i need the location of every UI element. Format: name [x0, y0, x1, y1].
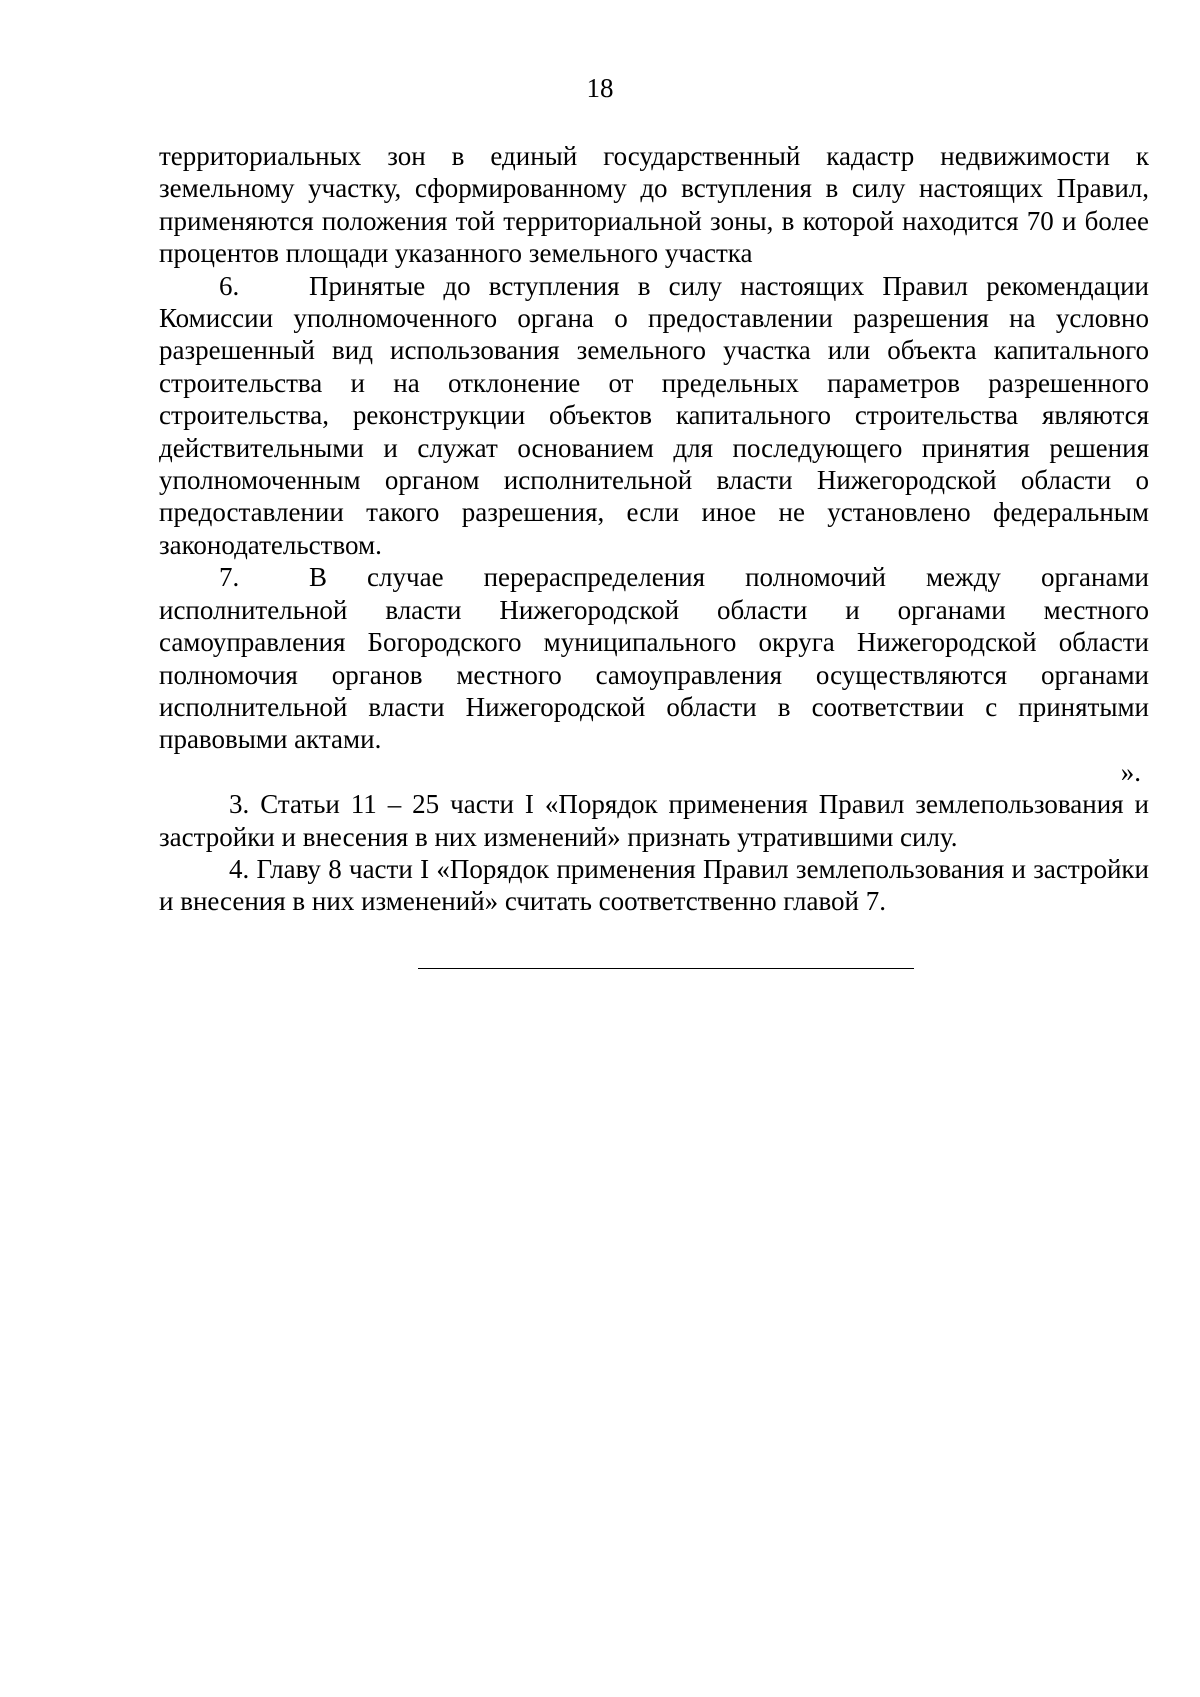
paragraph-item-4: 4. Главу 8 части I «Порядок применения Правил землепользования и застройки и внесения в них изменений» считать соответственно главой 7.: [159, 853, 1149, 917]
paragraph-item-6: [159, 270, 1149, 562]
closing-quote: ».: [1120, 756, 1141, 787]
document-body: [159, 140, 1149, 918]
paragraph-item-3: 3. Статьи 11 – 25 части I «Порядок применения Правил землепользования и застройки и внесения в них изменений» признать утратившими силу.: [159, 789, 1149, 852]
page-number: 18: [586, 73, 614, 103]
paragraph-item-7: [159, 561, 1149, 755]
item-7-text: В случае перераспределения полномочий между органами исполнительной власти Нижегородской области и органами местного самоуправления Богородского муниципального округа Нижегородской области полномочия органов местного самоуправления осуществляются органами исполнительной власти Нижегородской области в соответствии с принятыми правовыми актами.: [159, 562, 1149, 755]
paragraph-continuation: территориальных зон в единый государственный кадастр недвижимости к земельному участку, сформированному до вступления в силу настоящих Правил, применяются положения той территориальной зоны, в которой находится 70 и более процентов площади указанного земельного участка: [159, 141, 1149, 269]
end-of-document-rule: [418, 968, 914, 969]
item-6-number: 6.: [219, 270, 240, 301]
item-7-number: 7.: [219, 562, 240, 593]
item-6-text: Принятые до вступления в силу настоящих Правил рекомендации Комиссии уполномоченного органа о предоставлении разрешения на условно разрешенный вид использования земельного участка или объекта капитального строительства и на отклонение от предельных параметров разрешенного строительства, реконструкции объектов капитального строительства являются действительными и служат основанием для последующего принятия решения уполномоченным органом исполнительной власти Нижегородской области о предоставлении такого разрешения, если иное не установлено федеральным законодательством.: [159, 270, 1149, 560]
